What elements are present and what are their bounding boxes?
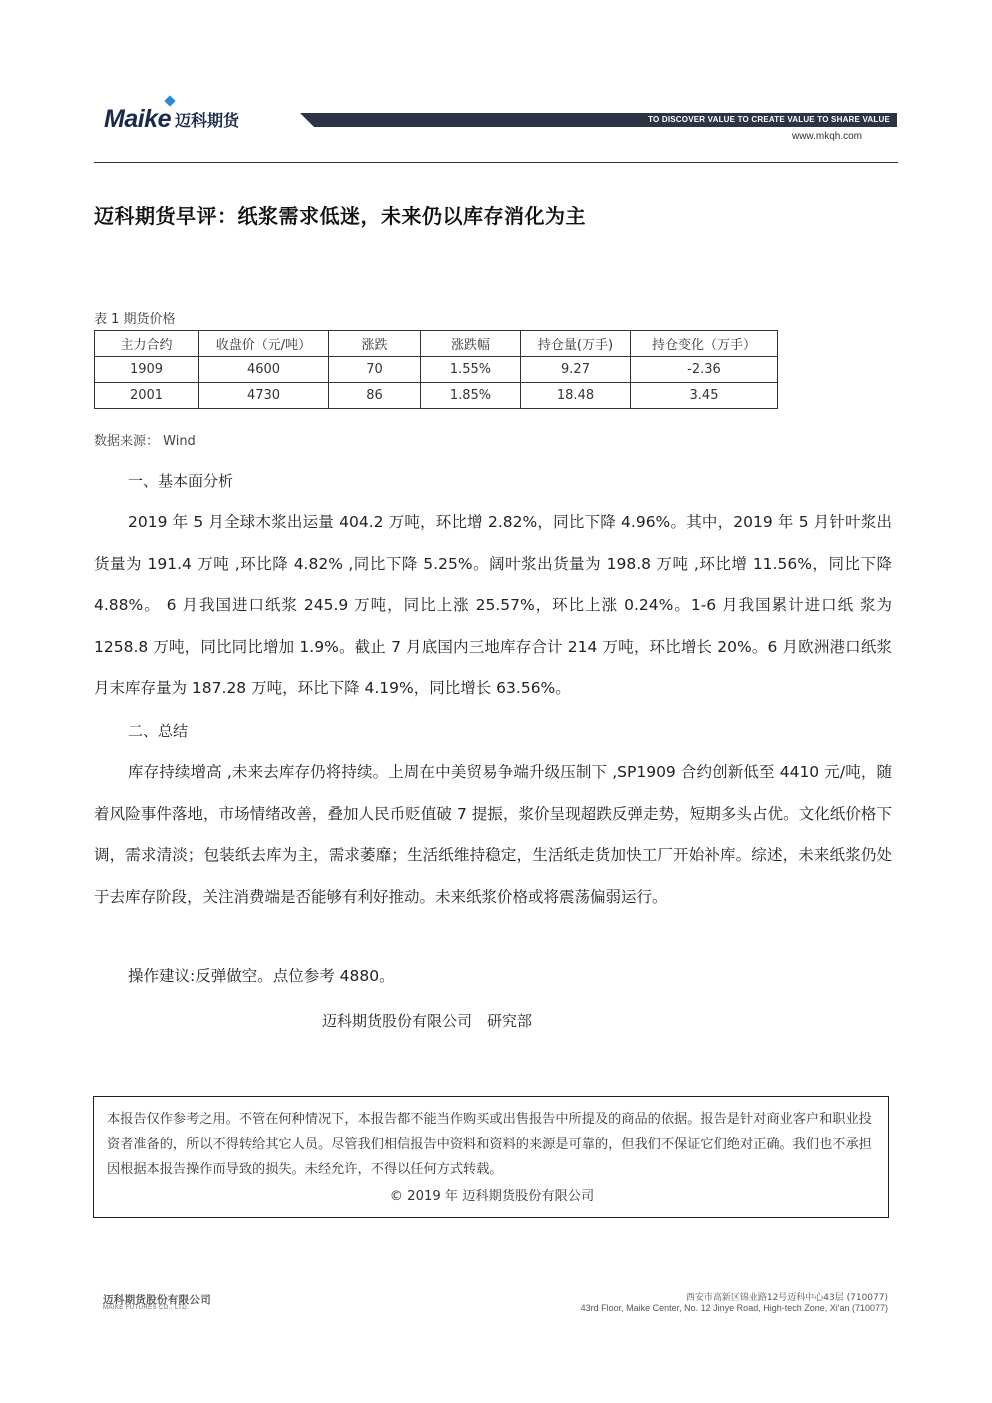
table-header-cell: 涨跌 — [329, 331, 421, 357]
table-header-cell: 收盘价（元/吨） — [199, 331, 329, 357]
table-cell: 4730 — [199, 383, 329, 409]
footer-address-cn: 西安市高新区锦业路12号迈科中心43层 (710077) — [685, 1293, 888, 1303]
copyright-notice: © 2019 年 迈科期货股份有限公司 — [389, 1189, 595, 1204]
futures-price-table — [94, 330, 778, 409]
summary-paragraph — [94, 752, 892, 918]
report-title: 迈科期货早评：纸浆需求低迷，未来仍以库存消化为主 — [94, 204, 586, 228]
table-cell: 18.48 — [521, 383, 631, 409]
report-signature: 迈科期货股份有限公司 研究部 — [322, 1012, 533, 1030]
website-link[interactable]: www.mkqh.com — [791, 131, 862, 142]
footer-address-en: 43rd Floor, Maike Center, No. 12 Jinye Road, High-tech Zone, Xi'an (710077) — [580, 1303, 888, 1313]
table-header-cell: 主力合约 — [95, 331, 199, 357]
table-header-cell: 持仓量(万手) — [521, 331, 631, 357]
table-cell: 1.55% — [421, 357, 521, 383]
logo-wordmark: Maike — [104, 104, 171, 133]
table-cell: 2001 — [95, 383, 199, 409]
section-heading-summary: 二、总结 — [128, 722, 189, 740]
trading-advice: 操作建议:反弹做空。点位参考 4880。 — [128, 967, 395, 985]
table-header-cell: 持仓变化（万手） — [631, 331, 778, 357]
table-cell: 86 — [329, 383, 421, 409]
footer-company-cn: 迈科期货股份有限公司 — [103, 1294, 211, 1306]
table-cell: 3.45 — [631, 383, 778, 409]
table-cell: 9.27 — [521, 357, 631, 383]
data-source-note: 数据来源： Wind — [94, 434, 196, 449]
fundamentals-paragraph — [94, 502, 892, 710]
table-cell: 1909 — [95, 357, 199, 383]
disclaimer-text: 本报告仅作参考之用。不管在何种情况下，本报告都不能当作购买或出售报告中所提及的商品的依据。报告是针对商业客户和职业投资者准备的，所以不得转给其它人员。尽管我们相信报告中资料和资料的来源是可靠的，但我们不保证它们绝对正确。我们也不承担因根据本报告操作而导致的损失。未经允许，不得以任何方式转载。 — [107, 1112, 872, 1177]
table-cell: 70 — [329, 357, 421, 383]
summary-text: 库存持续增高 ,未来去库存仍将持续。上周在中美贸易争端升级压制下 ,SP1909 合约创新低至 4410 元/吨，随着风险事件落地，市场情绪改善，叠加人民币贬值破 7 提振，浆价呈现超跌反弹走势，短期多头占优。文化纸价格下调，需求清淡；包装纸去库为主，需求萎靡；生活纸维持稳定，生活纸走货加快工厂开始补库。综述，未来纸浆仍处于去库存阶段，关注消费端是否能够有利好推动。未来纸浆价格或将震荡偏弱运行。 — [94, 763, 892, 906]
table-row — [95, 357, 778, 383]
disclaimer-box — [93, 1096, 889, 1218]
fundamentals-text: 2019 年 5 月全球木浆出运量 404.2 万吨，环比增 2.82%，同比下降 4.96%。其中，2019 年 5 月针叶浆出货量为 191.4 万吨 ,环比降 4.82% ,同比下降 5.25%。阔叶浆出货量为 198.8 万吨 ,环比增 11.56%，同比下降 4.88%。 6 月我国进口纸浆 245.9 万吨，同比上涨 25.57%，环比上涨 0.24%。1-6 月我国累计进口纸 浆为 1258.8 万吨，同比同比增加 1.9%。截止 7 月底国内三地库存合计 214 万吨，环比增长 20%。6 月欧洲港口纸浆月末库存量为 187.28 万吨，环比下降 4.19%，同比增长 63.56%。 — [94, 513, 892, 697]
section-heading-fundamentals: 一、基本面分析 — [128, 472, 234, 490]
table-header-row — [95, 331, 778, 357]
table-cell: -2.36 — [631, 357, 778, 383]
logo-cn-name: 迈科期货 — [174, 110, 239, 130]
table-caption: 表 1 期货价格 — [94, 312, 176, 327]
slogan-text: TO DISCOVER VALUE TO CREATE VALUE TO SHARE VALUE — [648, 115, 890, 124]
table-row — [95, 383, 778, 409]
table-cell: 1.85% — [421, 383, 521, 409]
table-header-cell: 涨跌幅 — [421, 331, 521, 357]
footer-company-en: MAIKE FUTURES CO., LTD. — [103, 1305, 190, 1311]
company-logo — [104, 104, 239, 134]
table-cell: 4600 — [199, 357, 329, 383]
header-divider — [94, 162, 898, 163]
